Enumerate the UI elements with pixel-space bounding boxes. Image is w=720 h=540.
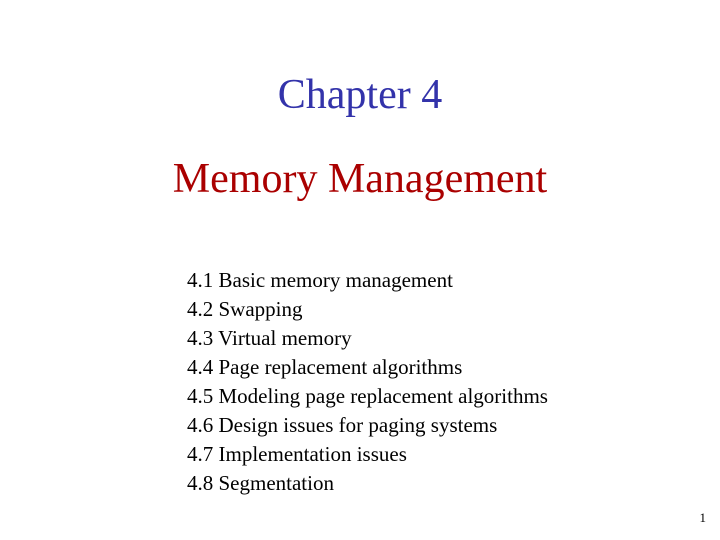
chapter-title: Chapter 4 bbox=[277, 72, 443, 118]
toc-item: 4.6 Design issues for paging systems bbox=[187, 413, 498, 437]
toc-item: 4.8 Segmentation bbox=[187, 471, 334, 495]
toc-item: 4.1 Basic memory management bbox=[187, 268, 453, 292]
toc-item: 4.4 Page replacement algorithms bbox=[187, 355, 463, 379]
chapter-subtitle: Memory Management bbox=[172, 156, 548, 202]
toc-item: 4.5 Modeling page replacement algorithms bbox=[187, 384, 548, 408]
table-of-contents bbox=[187, 266, 548, 498]
toc-item: 4.7 Implementation issues bbox=[187, 442, 407, 466]
page-number: 1 bbox=[699, 510, 706, 525]
toc-item: 4.3 Virtual memory bbox=[187, 326, 352, 350]
toc-item: 4.2 Swapping bbox=[187, 297, 303, 321]
